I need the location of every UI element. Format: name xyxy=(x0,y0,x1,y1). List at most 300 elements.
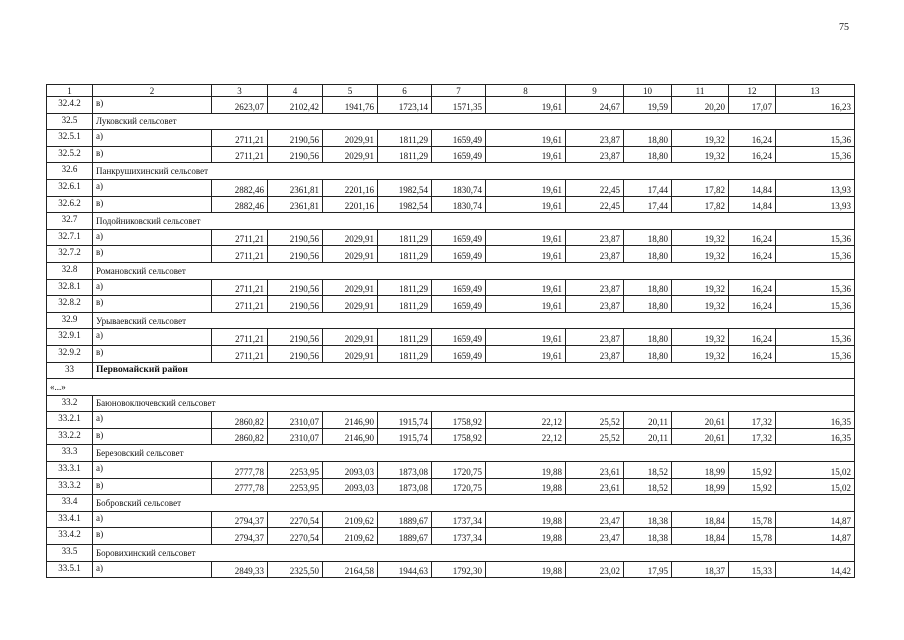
value-cell: 19,61 xyxy=(486,345,566,362)
column-header: 3 xyxy=(212,85,268,97)
value-cell: 23,87 xyxy=(566,279,624,296)
row-code: 32.7.2 xyxy=(47,246,93,263)
row-code: 33.5.1 xyxy=(47,561,93,578)
column-header: 11 xyxy=(672,85,729,97)
value-cell: 2270,54 xyxy=(268,511,323,528)
value-cell: 16,24 xyxy=(729,296,776,313)
table-row xyxy=(47,130,855,147)
value-cell: 19,61 xyxy=(486,296,566,313)
value-cell: 23,47 xyxy=(566,528,624,545)
section-code: 33.5 xyxy=(47,545,93,562)
value-cell: 2882,46 xyxy=(212,196,268,213)
row-code: 33.3.1 xyxy=(47,462,93,479)
value-cell: 23,87 xyxy=(566,229,624,246)
value-cell: 18,38 xyxy=(624,528,672,545)
header-row xyxy=(47,85,855,97)
table-row xyxy=(47,279,855,296)
value-cell: 2860,82 xyxy=(212,428,268,445)
value-cell: 25,52 xyxy=(566,428,624,445)
value-cell: 19,32 xyxy=(672,279,729,296)
value-cell: 2849,33 xyxy=(212,561,268,578)
value-cell: 17,07 xyxy=(729,97,776,114)
value-cell: 16,24 xyxy=(729,329,776,346)
value-cell: 14,84 xyxy=(729,196,776,213)
value-cell: 17,44 xyxy=(624,179,672,196)
value-cell: 1941,76 xyxy=(323,97,378,114)
row-code: 32.9.1 xyxy=(47,329,93,346)
value-cell: 1811,29 xyxy=(378,296,432,313)
table-body xyxy=(47,85,855,578)
value-cell: 2711,21 xyxy=(212,229,268,246)
value-cell: 16,24 xyxy=(729,146,776,163)
value-cell: 18,80 xyxy=(624,296,672,313)
value-cell: 13,93 xyxy=(776,196,855,213)
value-cell: 22,12 xyxy=(486,412,566,429)
value-cell: 16,24 xyxy=(729,279,776,296)
row-subtype: а) xyxy=(93,130,212,147)
value-cell: 2794,37 xyxy=(212,528,268,545)
value-cell: 1659,49 xyxy=(432,130,486,147)
value-cell: 1737,34 xyxy=(432,511,486,528)
value-cell: 2253,95 xyxy=(268,478,323,495)
value-cell: 19,59 xyxy=(624,97,672,114)
row-code: 32.8.2 xyxy=(47,296,93,313)
value-cell: 1571,35 xyxy=(432,97,486,114)
row-subtype: в) xyxy=(93,478,212,495)
value-cell: 23,02 xyxy=(566,561,624,578)
value-cell: 17,82 xyxy=(672,179,729,196)
value-cell: 2711,21 xyxy=(212,345,268,362)
row-subtype: в) xyxy=(93,528,212,545)
value-cell: 1758,92 xyxy=(432,428,486,445)
column-header: 13 xyxy=(776,85,855,97)
value-cell: 18,84 xyxy=(672,511,729,528)
value-cell: 2777,78 xyxy=(212,462,268,479)
value-cell: 1758,92 xyxy=(432,412,486,429)
value-cell: 24,67 xyxy=(566,97,624,114)
row-code: 32.6.2 xyxy=(47,196,93,213)
row-subtype: в) xyxy=(93,97,212,114)
section-row xyxy=(47,545,855,562)
section-code: 32.5 xyxy=(47,113,93,130)
table-row xyxy=(47,412,855,429)
value-cell: 15,36 xyxy=(776,279,855,296)
table-row xyxy=(47,146,855,163)
value-cell: 22,45 xyxy=(566,179,624,196)
value-cell: 19,61 xyxy=(486,196,566,213)
section-row xyxy=(47,395,855,412)
value-cell: 2029,91 xyxy=(323,329,378,346)
value-cell: 19,61 xyxy=(486,329,566,346)
value-cell: 15,33 xyxy=(729,561,776,578)
value-cell: 1659,49 xyxy=(432,229,486,246)
value-cell: 17,82 xyxy=(672,196,729,213)
row-subtype: в) xyxy=(93,428,212,445)
value-cell: 19,61 xyxy=(486,179,566,196)
value-cell: 1737,34 xyxy=(432,528,486,545)
tariff-table xyxy=(46,84,855,578)
table-row xyxy=(47,229,855,246)
value-cell: 1659,49 xyxy=(432,279,486,296)
value-cell: 2109,62 xyxy=(323,511,378,528)
section-title: Панкрушихинский сельсовет xyxy=(93,163,855,180)
value-cell: 1830,74 xyxy=(432,196,486,213)
value-cell: 2711,21 xyxy=(212,279,268,296)
value-cell: 19,32 xyxy=(672,146,729,163)
value-cell: 2310,07 xyxy=(268,428,323,445)
value-cell: 15,36 xyxy=(776,345,855,362)
section-row xyxy=(47,262,855,279)
value-cell: 2029,91 xyxy=(323,279,378,296)
value-cell: 19,88 xyxy=(486,511,566,528)
value-cell: 2860,82 xyxy=(212,412,268,429)
value-cell: 19,32 xyxy=(672,296,729,313)
value-cell: 23,87 xyxy=(566,146,624,163)
value-cell: 19,88 xyxy=(486,478,566,495)
table-row xyxy=(47,528,855,545)
value-cell: 19,32 xyxy=(672,345,729,362)
value-cell: 2361,81 xyxy=(268,179,323,196)
table-row xyxy=(47,462,855,479)
row-code: 32.4.2 xyxy=(47,97,93,114)
value-cell: 23,47 xyxy=(566,511,624,528)
value-cell: 1873,08 xyxy=(378,478,432,495)
value-cell: 20,61 xyxy=(672,412,729,429)
value-cell: 18,52 xyxy=(624,462,672,479)
section-title: Подойниковский сельсовет xyxy=(93,213,855,230)
column-header: 4 xyxy=(268,85,323,97)
value-cell: 2190,56 xyxy=(268,246,323,263)
value-cell: 2190,56 xyxy=(268,279,323,296)
value-cell: 20,11 xyxy=(624,428,672,445)
section-row xyxy=(47,362,855,379)
value-cell: 19,32 xyxy=(672,229,729,246)
value-cell: 22,45 xyxy=(566,196,624,213)
row-subtype: в) xyxy=(93,196,212,213)
row-code: 32.6.1 xyxy=(47,179,93,196)
table-row xyxy=(47,296,855,313)
column-header: 8 xyxy=(486,85,566,97)
row-code: 32.5.1 xyxy=(47,130,93,147)
table-row xyxy=(47,329,855,346)
value-cell: 2253,95 xyxy=(268,462,323,479)
value-cell: 2093,03 xyxy=(323,478,378,495)
value-cell: 1889,67 xyxy=(378,511,432,528)
row-subtype: в) xyxy=(93,296,212,313)
value-cell: 16,23 xyxy=(776,97,855,114)
value-cell: 1982,54 xyxy=(378,179,432,196)
value-cell: 19,61 xyxy=(486,146,566,163)
value-cell: 1811,29 xyxy=(378,279,432,296)
value-cell: 2777,78 xyxy=(212,478,268,495)
value-cell: 18,37 xyxy=(672,561,729,578)
row-code: 33.3.2 xyxy=(47,478,93,495)
value-cell: 2146,90 xyxy=(323,412,378,429)
row-subtype: в) xyxy=(93,246,212,263)
value-cell: 1723,14 xyxy=(378,97,432,114)
value-cell: 2190,56 xyxy=(268,130,323,147)
value-cell: 1811,29 xyxy=(378,130,432,147)
column-header: 7 xyxy=(432,85,486,97)
value-cell: 1811,29 xyxy=(378,146,432,163)
section-row xyxy=(47,495,855,512)
section-title: Бобровский сельсовет xyxy=(93,495,855,512)
page-number: 75 xyxy=(839,22,849,33)
value-cell: 1811,29 xyxy=(378,329,432,346)
value-cell: 13,93 xyxy=(776,179,855,196)
table-row xyxy=(47,179,855,196)
value-cell: 15,36 xyxy=(776,130,855,147)
row-code: 33.2.2 xyxy=(47,428,93,445)
value-cell: 14,84 xyxy=(729,179,776,196)
value-cell: 2164,58 xyxy=(323,561,378,578)
value-cell: 15,78 xyxy=(729,528,776,545)
value-cell: 17,32 xyxy=(729,412,776,429)
value-cell: 14,87 xyxy=(776,511,855,528)
value-cell: 1944,63 xyxy=(378,561,432,578)
section-title: Баюновоключевский сельсовет xyxy=(93,395,855,412)
row-subtype: а) xyxy=(93,179,212,196)
section-row xyxy=(47,163,855,180)
value-cell: 18,80 xyxy=(624,229,672,246)
row-subtype: а) xyxy=(93,329,212,346)
value-cell: 19,61 xyxy=(486,130,566,147)
value-cell: 19,88 xyxy=(486,561,566,578)
section-code: 32.9 xyxy=(47,312,93,329)
value-cell: 16,35 xyxy=(776,428,855,445)
ellipsis-marker: «...» xyxy=(47,379,855,396)
value-cell: 2146,90 xyxy=(323,428,378,445)
value-cell: 16,24 xyxy=(729,130,776,147)
value-cell: 14,42 xyxy=(776,561,855,578)
value-cell: 15,36 xyxy=(776,329,855,346)
value-cell: 17,32 xyxy=(729,428,776,445)
row-code: 32.5.2 xyxy=(47,146,93,163)
value-cell: 15,36 xyxy=(776,296,855,313)
table-row xyxy=(47,196,855,213)
value-cell: 18,52 xyxy=(624,478,672,495)
value-cell: 2029,91 xyxy=(323,229,378,246)
value-cell: 2711,21 xyxy=(212,130,268,147)
value-cell: 1792,30 xyxy=(432,561,486,578)
value-cell: 1982,54 xyxy=(378,196,432,213)
table-row xyxy=(47,97,855,114)
value-cell: 1811,29 xyxy=(378,229,432,246)
value-cell: 1830,74 xyxy=(432,179,486,196)
value-cell: 1720,75 xyxy=(432,478,486,495)
value-cell: 18,99 xyxy=(672,462,729,479)
value-cell: 2325,50 xyxy=(268,561,323,578)
value-cell: 15,78 xyxy=(729,511,776,528)
section-title: Романовский сельсовет xyxy=(93,262,855,279)
table-row xyxy=(47,561,855,578)
value-cell: 2711,21 xyxy=(212,296,268,313)
section-code: 33.3 xyxy=(47,445,93,462)
value-cell: 15,92 xyxy=(729,478,776,495)
value-cell: 19,61 xyxy=(486,246,566,263)
value-cell: 18,80 xyxy=(624,279,672,296)
value-cell: 14,87 xyxy=(776,528,855,545)
value-cell: 2201,16 xyxy=(323,179,378,196)
value-cell: 2093,03 xyxy=(323,462,378,479)
row-subtype: а) xyxy=(93,561,212,578)
column-header: 9 xyxy=(566,85,624,97)
table-row xyxy=(47,345,855,362)
value-cell: 15,36 xyxy=(776,146,855,163)
table-row xyxy=(47,428,855,445)
table-row xyxy=(47,246,855,263)
value-cell: 2190,56 xyxy=(268,146,323,163)
value-cell: 15,02 xyxy=(776,478,855,495)
row-code: 33.4.1 xyxy=(47,511,93,528)
value-cell: 18,38 xyxy=(624,511,672,528)
value-cell: 1659,49 xyxy=(432,246,486,263)
ellipsis-row xyxy=(47,379,855,396)
column-header: 5 xyxy=(323,85,378,97)
value-cell: 1659,49 xyxy=(432,296,486,313)
value-cell: 15,92 xyxy=(729,462,776,479)
row-subtype: а) xyxy=(93,279,212,296)
value-cell: 23,61 xyxy=(566,478,624,495)
value-cell: 1873,08 xyxy=(378,462,432,479)
table-row xyxy=(47,478,855,495)
value-cell: 23,87 xyxy=(566,329,624,346)
value-cell: 2882,46 xyxy=(212,179,268,196)
value-cell: 1915,74 xyxy=(378,428,432,445)
row-code: 32.9.2 xyxy=(47,345,93,362)
section-row xyxy=(47,213,855,230)
value-cell: 2711,21 xyxy=(212,329,268,346)
section-title: Первомайский район xyxy=(93,362,855,379)
value-cell: 18,80 xyxy=(624,329,672,346)
value-cell: 2190,56 xyxy=(268,329,323,346)
value-cell: 1659,49 xyxy=(432,345,486,362)
section-title: Урываевский сельсовет xyxy=(93,312,855,329)
value-cell: 2029,91 xyxy=(323,345,378,362)
value-cell: 1659,49 xyxy=(432,146,486,163)
value-cell: 25,52 xyxy=(566,412,624,429)
value-cell: 19,61 xyxy=(486,279,566,296)
section-code: 33 xyxy=(47,362,93,379)
value-cell: 2361,81 xyxy=(268,196,323,213)
value-cell: 19,61 xyxy=(486,97,566,114)
value-cell: 20,20 xyxy=(672,97,729,114)
value-cell: 19,88 xyxy=(486,528,566,545)
row-subtype: а) xyxy=(93,229,212,246)
column-header: 10 xyxy=(624,85,672,97)
value-cell: 2310,07 xyxy=(268,412,323,429)
row-subtype: а) xyxy=(93,412,212,429)
section-title: Березовский сельсовет xyxy=(93,445,855,462)
value-cell: 1720,75 xyxy=(432,462,486,479)
value-cell: 23,61 xyxy=(566,462,624,479)
value-cell: 2201,16 xyxy=(323,196,378,213)
row-subtype: а) xyxy=(93,462,212,479)
value-cell: 1811,29 xyxy=(378,345,432,362)
value-cell: 17,44 xyxy=(624,196,672,213)
value-cell: 18,80 xyxy=(624,246,672,263)
value-cell: 19,32 xyxy=(672,246,729,263)
row-code: 33.2.1 xyxy=(47,412,93,429)
section-row xyxy=(47,113,855,130)
value-cell: 2270,54 xyxy=(268,528,323,545)
value-cell: 18,99 xyxy=(672,478,729,495)
value-cell: 19,88 xyxy=(486,462,566,479)
row-subtype: в) xyxy=(93,345,212,362)
value-cell: 18,80 xyxy=(624,146,672,163)
value-cell: 16,35 xyxy=(776,412,855,429)
value-cell: 18,80 xyxy=(624,130,672,147)
value-cell: 20,11 xyxy=(624,412,672,429)
value-cell: 2102,42 xyxy=(268,97,323,114)
section-code: 32.6 xyxy=(47,163,93,180)
section-title: Боровихинский сельсовет xyxy=(93,545,855,562)
value-cell: 2623,07 xyxy=(212,97,268,114)
value-cell: 16,24 xyxy=(729,246,776,263)
value-cell: 2029,91 xyxy=(323,246,378,263)
value-cell: 1811,29 xyxy=(378,246,432,263)
value-cell: 23,87 xyxy=(566,246,624,263)
section-code: 33.4 xyxy=(47,495,93,512)
value-cell: 20,61 xyxy=(672,428,729,445)
column-header: 2 xyxy=(93,85,212,97)
value-cell: 19,32 xyxy=(672,329,729,346)
section-row xyxy=(47,312,855,329)
value-cell: 15,36 xyxy=(776,246,855,263)
value-cell: 19,61 xyxy=(486,229,566,246)
table-row xyxy=(47,511,855,528)
value-cell: 19,32 xyxy=(672,130,729,147)
section-code: 33.2 xyxy=(47,395,93,412)
value-cell: 23,87 xyxy=(566,296,624,313)
value-cell: 17,95 xyxy=(624,561,672,578)
section-code: 32.8 xyxy=(47,262,93,279)
value-cell: 22,12 xyxy=(486,428,566,445)
value-cell: 1915,74 xyxy=(378,412,432,429)
value-cell: 2794,37 xyxy=(212,511,268,528)
row-subtype: в) xyxy=(93,146,212,163)
column-header: 12 xyxy=(729,85,776,97)
column-header: 6 xyxy=(378,85,432,97)
value-cell: 15,36 xyxy=(776,229,855,246)
value-cell: 18,80 xyxy=(624,345,672,362)
value-cell: 2711,21 xyxy=(212,146,268,163)
value-cell: 16,24 xyxy=(729,229,776,246)
row-subtype: а) xyxy=(93,511,212,528)
value-cell: 2109,62 xyxy=(323,528,378,545)
section-code: 32.7 xyxy=(47,213,93,230)
value-cell: 2190,56 xyxy=(268,345,323,362)
value-cell: 2190,56 xyxy=(268,229,323,246)
row-code: 32.7.1 xyxy=(47,229,93,246)
value-cell: 2190,56 xyxy=(268,296,323,313)
row-code: 33.4.2 xyxy=(47,528,93,545)
value-cell: 23,87 xyxy=(566,345,624,362)
value-cell: 23,87 xyxy=(566,130,624,147)
column-header: 1 xyxy=(47,85,93,97)
value-cell: 16,24 xyxy=(729,345,776,362)
value-cell: 15,02 xyxy=(776,462,855,479)
section-title: Луковский сельсовет xyxy=(93,113,855,130)
value-cell: 2029,91 xyxy=(323,130,378,147)
value-cell: 18,84 xyxy=(672,528,729,545)
value-cell: 1889,67 xyxy=(378,528,432,545)
value-cell: 2029,91 xyxy=(323,146,378,163)
value-cell: 2029,91 xyxy=(323,296,378,313)
value-cell: 2711,21 xyxy=(212,246,268,263)
row-code: 32.8.1 xyxy=(47,279,93,296)
value-cell: 1659,49 xyxy=(432,329,486,346)
